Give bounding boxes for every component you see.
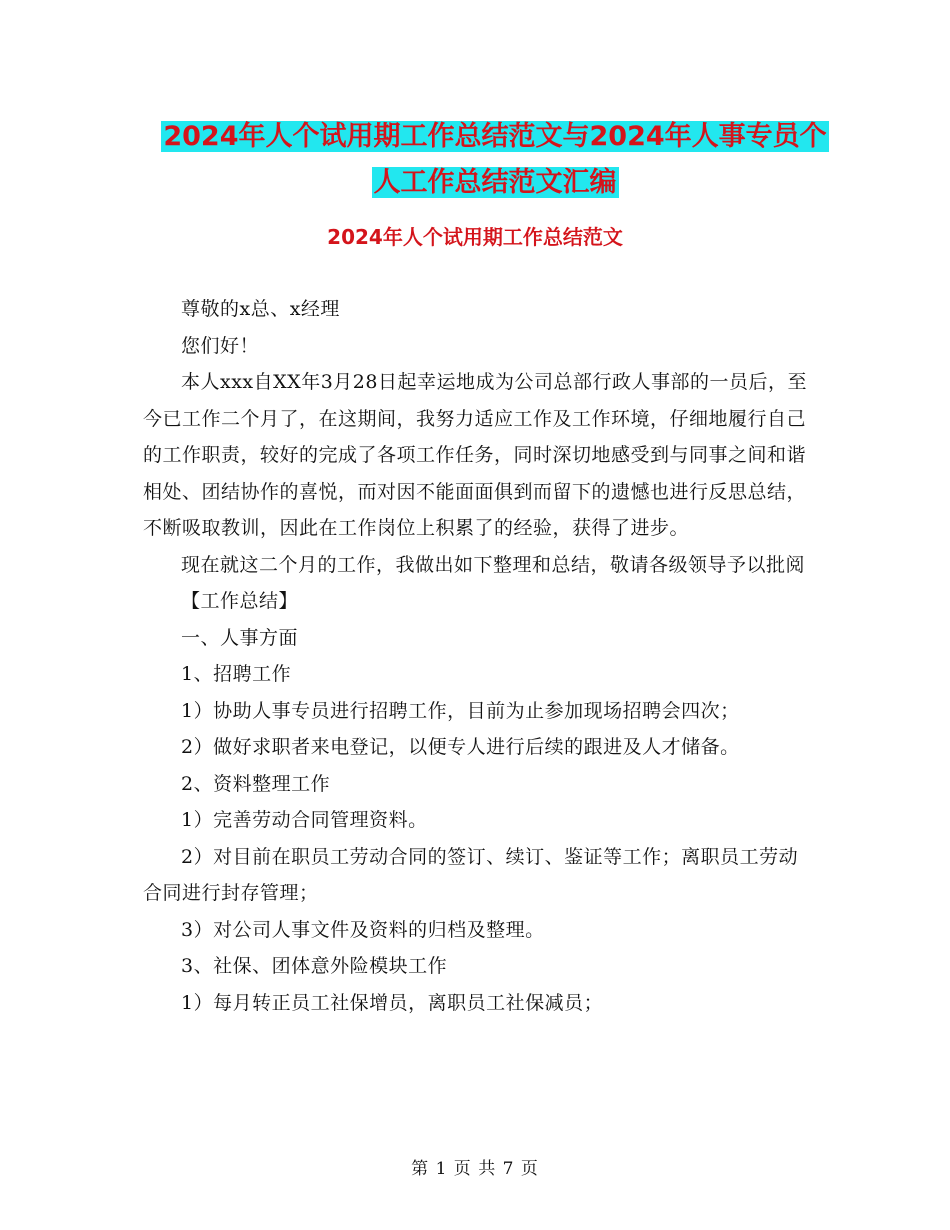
list-item: 2）做好求职者来电登记，以便专人进行后续的跟进及人才储备。: [181, 736, 740, 758]
document-body: [143, 291, 811, 1021]
greeting: 您们好！: [181, 334, 260, 357]
heading-records: 2、资料整理工作: [181, 772, 331, 795]
list-item: 3）对公司人事文件及资料的归档及整理。: [181, 918, 545, 941]
heading-personnel: 一、人事方面: [181, 626, 299, 649]
page-number-footer: 第 1 页 共 7 页: [411, 1159, 539, 1179]
list-item: 1）完善劳动合同管理资料。: [181, 809, 428, 831]
heading-recruitment: 1、招聘工作: [181, 663, 292, 685]
title-line-1: 2024年人个试用期工作总结范文与2024年人事专员个: [163, 121, 827, 152]
list-item: 2）对目前在职员工劳动合同的签订、续订、鉴证等工作；离职员工劳动合同进行封存管理；: [143, 845, 799, 904]
list-item: 1）协助人事专员进行招聘工作，目前为止参加现场招聘会四次；: [181, 699, 740, 722]
list-item: 1）每月转正员工社保增员，离职员工社保减员；: [181, 991, 604, 1014]
salutation: 尊敬的x总、x经理: [181, 298, 340, 320]
intro-paragraph: 本人xxx自XX年3月28日起幸运地成为公司总部行政人事部的一员后，至今已工作二个月了，在这期间，我努力适应工作及工作环境，仔细地履行自己的工作职责，较好的完成了各项工作任务，同时深切地感受到与同事之间和谐相处、团结协作的喜悦，而对因不能面面俱到而留下的遗憾也进行反思总结，不断吸取教训，因此在工作岗位上积累了的经验，获得了进步。: [143, 371, 807, 539]
section-heading: 【工作总结】: [181, 590, 299, 612]
section-title: 2024年人个试用期工作总结范文: [327, 225, 623, 249]
summary-intro-paragraph: 现在就这二个月的工作，我做出如下整理和总结，敬请各级领导予以批阅: [181, 553, 806, 576]
title-line-2: 人工作总结范文汇编: [373, 167, 617, 198]
heading-insurance: 3、社保、团体意外险模块工作: [181, 955, 448, 977]
document-title: [140, 114, 850, 206]
